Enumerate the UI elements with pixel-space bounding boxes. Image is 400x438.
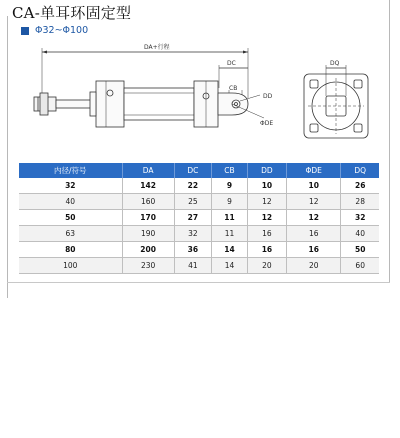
table-cell: 10	[287, 178, 341, 194]
table-cell: 14	[212, 242, 248, 258]
blue-square-icon	[21, 27, 29, 35]
table-cell: 12	[287, 194, 341, 210]
table-header-row	[19, 163, 379, 178]
table-cell: 12	[247, 194, 286, 210]
table-cell: 14	[212, 258, 248, 274]
table-row	[19, 178, 379, 194]
table-cell: 32	[341, 210, 379, 226]
de-label: ΦDE	[260, 120, 274, 127]
table-cell: 9	[212, 194, 248, 210]
table-cell: 142	[122, 178, 174, 194]
table-cell: 32	[174, 226, 212, 242]
table-cell: 36	[174, 242, 212, 258]
table-cell: 28	[341, 194, 379, 210]
table-cell: 40	[341, 226, 379, 242]
dimension-table	[19, 163, 379, 274]
table-cell: 16	[247, 242, 286, 258]
right-border-line	[389, 0, 390, 282]
dq-label: DQ	[330, 60, 340, 67]
da-stroke-label: DA+行程	[144, 44, 170, 51]
table-cell: 80	[19, 242, 122, 258]
header-da: DA	[122, 163, 174, 178]
cb-label: CB	[229, 85, 238, 92]
table-cell: 20	[247, 258, 286, 274]
header-dd: DD	[247, 163, 286, 178]
header-cb: CB	[212, 163, 248, 178]
page-title: CA-单耳环固定型	[12, 4, 132, 22]
table-row	[19, 242, 379, 258]
table-cell: 230	[122, 258, 174, 274]
left-border-line	[7, 16, 8, 298]
table-cell: 50	[341, 242, 379, 258]
table-cell: 22	[174, 178, 212, 194]
dc-label: DC	[227, 60, 236, 67]
bottom-border-line	[7, 282, 390, 283]
header-dc: DC	[174, 163, 212, 178]
table-cell: 200	[122, 242, 174, 258]
table-row	[19, 258, 379, 274]
table-cell: 63	[19, 226, 122, 242]
table-cell: 16	[247, 226, 286, 242]
dd-label: DD	[263, 93, 273, 100]
header-bore: 内径/符号	[19, 163, 122, 178]
table-cell: 16	[287, 242, 341, 258]
table-cell: 190	[122, 226, 174, 242]
table-row	[19, 226, 379, 242]
table-cell: 9	[212, 178, 248, 194]
table-cell: 25	[174, 194, 212, 210]
table-cell: 60	[341, 258, 379, 274]
table-cell: 40	[19, 194, 122, 210]
table-cell: 11	[212, 226, 248, 242]
table-cell: 170	[122, 210, 174, 226]
bore-range-text: Φ32~Φ100	[35, 25, 89, 36]
table-cell: 26	[341, 178, 379, 194]
header-de: ΦDE	[287, 163, 341, 178]
cylinder-drawing	[20, 38, 380, 158]
table-cell: 100	[19, 258, 122, 274]
table-cell: 12	[287, 210, 341, 226]
table-cell: 10	[247, 178, 286, 194]
bore-range-subtitle	[21, 25, 88, 36]
table-cell: 32	[19, 178, 122, 194]
table-cell: 12	[247, 210, 286, 226]
table-cell: 41	[174, 258, 212, 274]
table-cell: 20	[287, 258, 341, 274]
header-dq: DQ	[341, 163, 379, 178]
table-cell: 27	[174, 210, 212, 226]
table-row	[19, 210, 379, 226]
table-cell: 11	[212, 210, 248, 226]
table-cell: 160	[122, 194, 174, 210]
table-cell: 16	[287, 226, 341, 242]
table-cell: 50	[19, 210, 122, 226]
table-row	[19, 194, 379, 210]
